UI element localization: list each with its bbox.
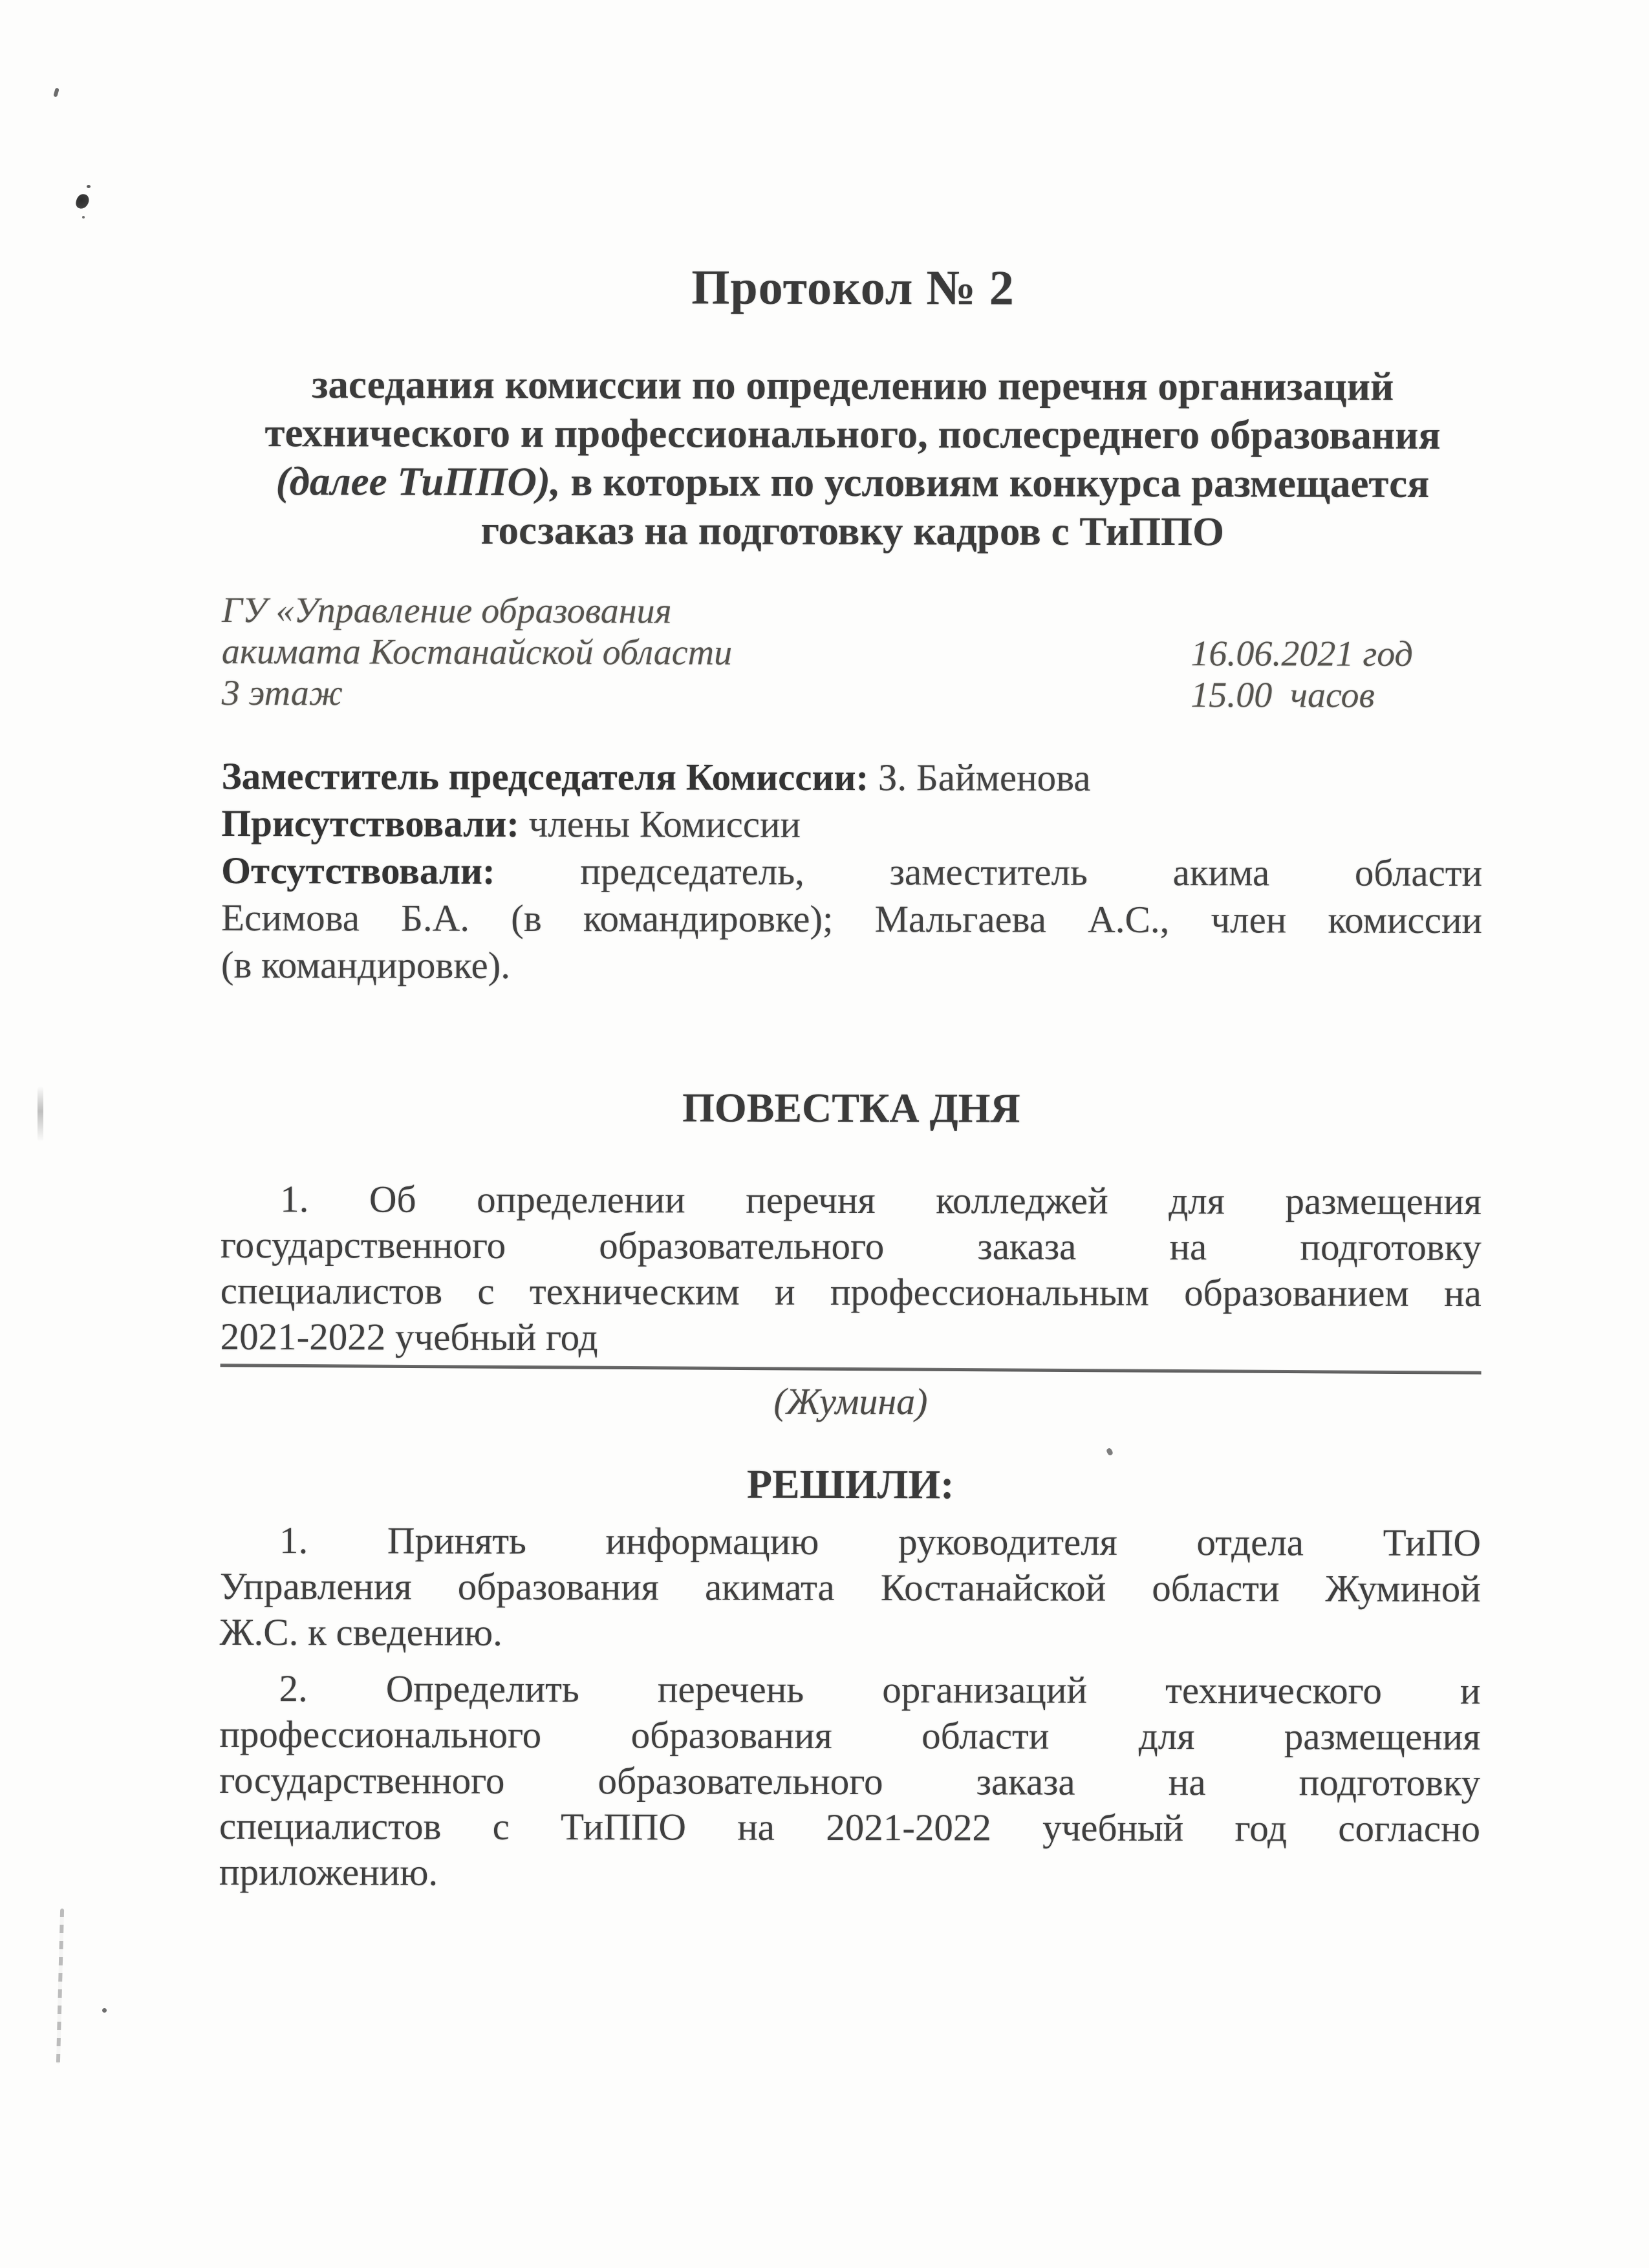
deputy-chair-label: Заместитель председателя Комиссии: bbox=[221, 754, 869, 799]
subtitle-line-2: технического и профессионального, послесреднего образования bbox=[264, 410, 1441, 458]
agenda-item-line: специалистов с техническим и профессиональным образованием на bbox=[220, 1268, 1482, 1315]
deputy-chair-line bbox=[221, 753, 1482, 802]
datetime-block bbox=[1191, 633, 1483, 716]
signature-rule bbox=[221, 1364, 1482, 1375]
ink-speck-artifact bbox=[87, 185, 91, 188]
scan-dot-artifact bbox=[102, 2008, 107, 2013]
subtitle-line-4: госзаказ на подготовку кадров с ТиППО bbox=[480, 507, 1225, 555]
absent-line-1 bbox=[221, 847, 1482, 897]
document-title: Протокол № 2 bbox=[691, 260, 1015, 316]
time-line: 15.00 часов bbox=[1191, 675, 1375, 716]
decision-line: приложению. bbox=[219, 1850, 438, 1894]
decision-line: государственного образовательного заказа на подготовку bbox=[219, 1758, 1481, 1804]
document-subtitle bbox=[222, 360, 1483, 557]
ink-speck-artifact bbox=[82, 216, 85, 219]
decision-line: 2. Определить перечень организаций технического и bbox=[279, 1667, 1481, 1713]
present-label: Присутствовали: bbox=[221, 801, 519, 845]
decision-line: 1. Принять информацию руководителя отдела ТиПО bbox=[279, 1519, 1482, 1565]
subtitle-line-3-rest: в которых по условиям конкурса размещается bbox=[570, 459, 1430, 506]
subtitle-line-3 bbox=[222, 457, 1483, 508]
absent-value-part: председатель, заместитель акима области bbox=[580, 850, 1483, 895]
venue-block bbox=[222, 590, 733, 715]
absent-line-2: Есимова Б.А. (в командировке); Мальгаева А.С., член комиссии bbox=[221, 895, 1483, 942]
scan-tick-artifact bbox=[53, 87, 59, 97]
venue-line-1: ГУ «Управление образования bbox=[221, 590, 672, 632]
decision-line: профессионального образования области для размещения bbox=[219, 1712, 1481, 1759]
absent-line-3: (в командировке). bbox=[221, 943, 511, 987]
meta-row bbox=[222, 590, 1483, 716]
subtitle-line-1: заседания комиссии по определению перечня организаций bbox=[312, 361, 1394, 409]
agenda-heading: ПОВЕСТКА ДНЯ bbox=[682, 1084, 1020, 1131]
agenda-item-line: государственного образовательного заказа на подготовку bbox=[220, 1223, 1482, 1269]
decision-line: специалистов с ТиППО на 2021-2022 учебный год согласно bbox=[219, 1804, 1481, 1850]
decisions-heading: РЕШИЛИ: bbox=[746, 1460, 954, 1508]
decision-item-2 bbox=[219, 1665, 1481, 1898]
decision-line: Ж.С. к сведению. bbox=[219, 1610, 502, 1654]
venue-line-3: 3 этаж bbox=[221, 672, 343, 714]
present-value: члены Комиссии bbox=[528, 802, 801, 846]
present-line bbox=[221, 800, 1482, 850]
decision-line: Управления образования акимата Костанайской области Жуминой bbox=[219, 1564, 1481, 1610]
absent-label: Отсутствовали: bbox=[221, 848, 495, 892]
attendance-block bbox=[221, 753, 1483, 991]
date-line: 16.06.2021 год bbox=[1191, 634, 1413, 674]
document-content bbox=[219, 0, 1484, 1898]
agenda-item-line: 1. Об определении перечня колледжей для размещения bbox=[280, 1177, 1482, 1223]
scan-smudge-artifact bbox=[38, 1086, 43, 1142]
scan-streak-artifact bbox=[56, 1909, 64, 2064]
agenda-item-line: 2021-2022 учебный год bbox=[220, 1314, 598, 1359]
speaker-name: (Жумина) bbox=[773, 1380, 928, 1423]
agenda-item-1 bbox=[221, 1176, 1482, 1362]
venue-line-2: акимата Костанайской области bbox=[221, 631, 733, 673]
subtitle-line-3-italic: (далее ТиППО), bbox=[275, 458, 561, 505]
decision-item-1 bbox=[220, 1517, 1481, 1658]
deputy-chair-value: З. Байменова bbox=[878, 756, 1091, 799]
ink-blot-artifact bbox=[75, 193, 91, 210]
